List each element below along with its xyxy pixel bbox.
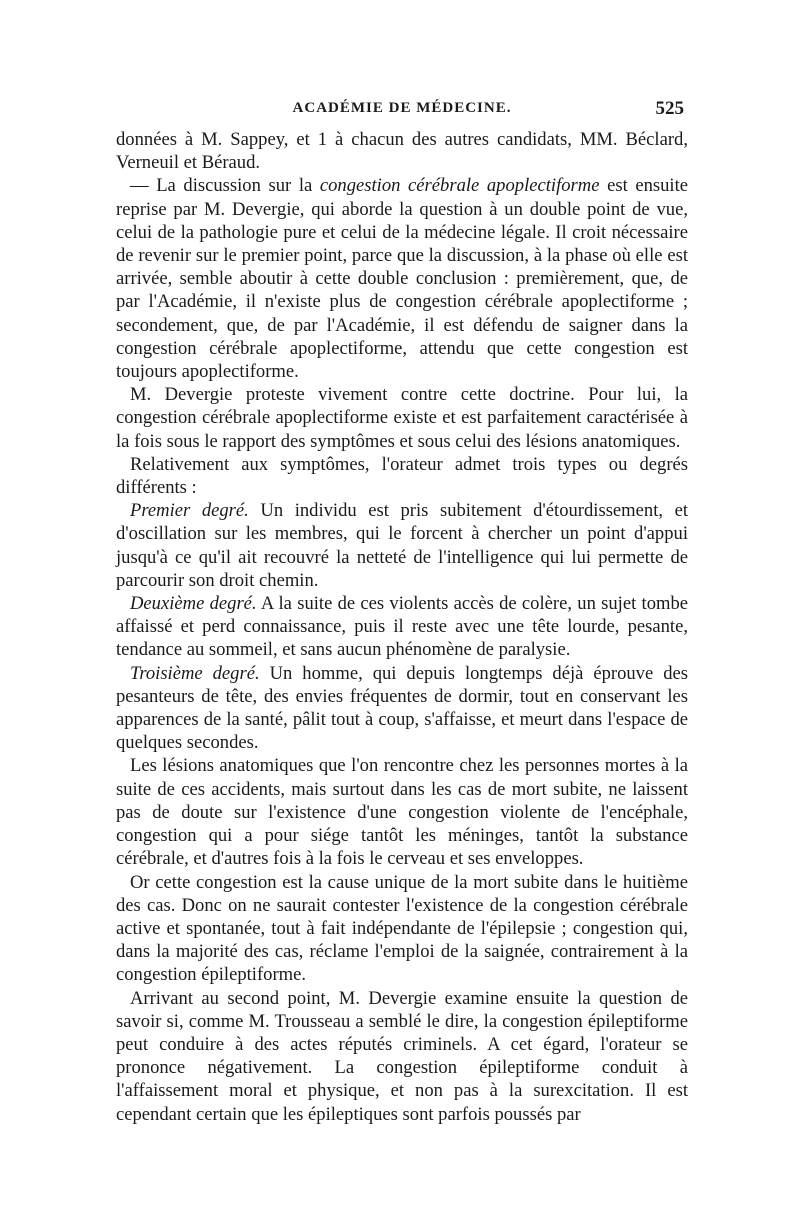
paragraph-text: Les lésions anatomiques que l'on rencontre chez les personnes mortes à la suite de ces accidents, mais surtout dans les cas de mort subite, ne laissent pas de doute sur l'existence d'une congestion violente de l'encéphale, congestion qui a pour siége tantôt les méninges, tantôt la substance cérébrale, et d'autres fois à la fois le cerveau et ses enveloppes. [116, 755, 688, 870]
paragraph [116, 871, 688, 987]
book-page [116, 98, 688, 1126]
paragraph [116, 987, 688, 1126]
paragraph [116, 453, 688, 499]
paragraph-text: — La discussion sur la [130, 175, 320, 197]
paragraph-text: Or cette congestion est la cause unique de la mort subite dans le huitième des cas. Donc on ne saurait contester l'existence de la congestion cérébrale active et spontanée, tout à fait indépendante de l'épilepsie ; congestion qui, dans la majorité des cas, réclame l'emploi de la saignée, contrairement à la congestion épileptiforme. [116, 871, 688, 986]
paragraph [116, 592, 688, 662]
paragraph [116, 383, 688, 453]
paragraph-text: données à M. Sappey, et 1 à chacun des autres candidats, MM. Béclard, Verneuil et Béraud. [116, 129, 688, 174]
paragraph [116, 662, 688, 755]
page-number: 525 [655, 98, 684, 119]
paragraph-text: M. Devergie proteste vivement contre cette doctrine. Pour lui, la congestion cérébrale apoplectiforme existe et est parfaitement caractérisée à la fois sous le rapport des symptômes et sous celui des lésions anatomiques. [116, 384, 688, 452]
paragraph-text: Arrivant au second point, M. Devergie examine ensuite la question de savoir si, comme M. Trousseau a semblé le dire, la congestion épileptiforme peut conduire à des actes réputés criminels. A cet égard, l'orateur se prononce négativement. La congestion épileptiforme conduit à l'affaissement moral et physique, et non pas à la surexcitation. Il est cependant certain que les épileptiques sont parfois poussés par [116, 987, 688, 1125]
paragraph-text: A la suite de ces violents accès de colère, un sujet tombe affaissé et perd connaissance, puis il reste avec une tête lourde, pesante, tendance au sommeil, et sans aucun phénomène de paralysie. [116, 593, 688, 661]
italic-text: Troisième degré. [130, 662, 260, 684]
paragraph [116, 754, 688, 870]
paragraph-text: Un individu est pris subitement d'étourdissement, et d'oscillation sur les membres, qui le forcent à chercher un point d'appui jusqu'à ce qu'il ait recouvré la netteté de l'intelligence qui lui permette de parcourir son droit chemin. [116, 500, 689, 591]
paragraph [116, 174, 688, 383]
body-text [116, 128, 688, 1126]
paragraph-text: Un homme, qui depuis longtemps déjà éprouve des pesanteurs de tête, des envies fréquentes de dormir, tout en conservant les apparences de la santé, pâlit tout à coup, s'affaisse, et meurt dans l'espace de quelques secondes. [116, 662, 688, 754]
paragraph [116, 499, 688, 592]
italic-text: Deuxième degré. [130, 593, 257, 615]
paragraph-text: est ensuite reprise par M. Devergie, qui aborde la question à un double point de vue, celui de la pathologie pure et celui de la médecine légale. Il croit nécessaire de revenir sur le premier point, parce que la discussion, à la phase où elle est arrivée, semble aboutir à cette double conclusion : premièrement, que, de par l'Académie, il n'existe plus de congestion cérébrale apoplectiforme ; secondement, que, de par l'Académie, il est défendu de saigner dans la congestion cérébrale apoplectiforme, attendu que cette congestion est toujours apoplectiforme. [116, 175, 689, 383]
paragraph-text: Relativement aux symptômes, l'orateur admet trois types ou degrés différents : [116, 453, 688, 499]
paragraph [116, 128, 688, 174]
italic-text: Premier degré. [130, 500, 249, 522]
running-title: ACADÉMIE DE MÉDECINE. [292, 100, 512, 116]
italic-text: congestion cérébrale apoplectiforme [319, 175, 600, 197]
running-head [116, 98, 688, 122]
